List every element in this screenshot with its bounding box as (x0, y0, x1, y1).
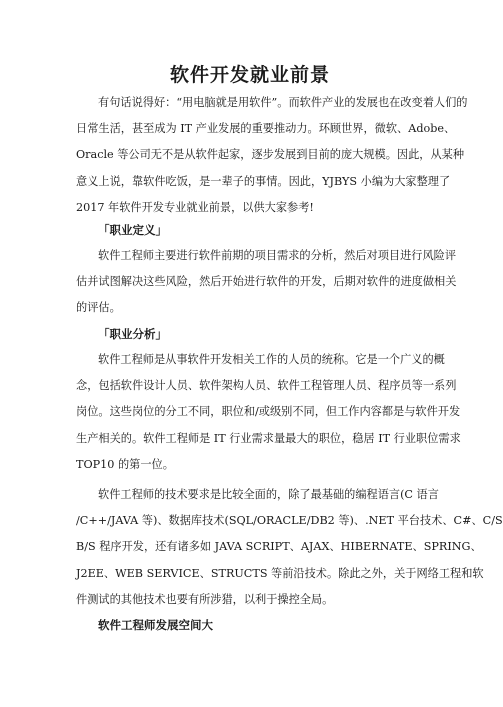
tech-line-2: /C++/JAVA 等)、数据库技术(SQL/ORACLE/DB2 等)、.NET 平台技术、C#、C/S (76, 514, 503, 528)
tech-paragraph (76, 482, 503, 613)
intro-line-4: 意义上说，靠软件吃饭，是一辈子的事情。因此，YJBYS 小编为大家整理了 (76, 174, 451, 188)
section-heading-development: 软件工程师发展空间大 (98, 618, 213, 632)
intro-line-5: 2017 年软件开发专业就业前景，以供大家参考! (76, 200, 314, 214)
analysis-line-4: 生产相关的。软件工程师是 IT 行业需求量最大的职位，稳居 IT 行业职位需求 (76, 431, 461, 445)
analysis-line-5: TOP10 的第一位。 (76, 457, 174, 471)
analysis-line-3: 岗位。这些岗位的分工不同，职位和/或级别不同，但工作内容都是与软件开发 (76, 405, 461, 419)
definition-line-2: 估并试图解决这些风险，然后开始进行软件的开发，后期对软件的进度做相关 (76, 275, 457, 289)
section-heading-definition: 「职业定义」 (98, 223, 167, 237)
tech-line-5: 件测试的其他技术也要有所涉猎，以利于操控全局。 (76, 592, 334, 606)
section-heading-analysis: 「职业分析」 (98, 327, 167, 341)
definition-line-3: 的评估。 (76, 301, 121, 315)
document-title: 软件开发就业前景 (169, 64, 330, 86)
definition-line-1: 软件工程师主要进行软件前期的项目需求的分析，然后对项目进行风险评 (98, 249, 457, 262)
analysis-line-2: 念，包括软件设计人员、软件架构人员、软件工程管理人员、程序员等一系列 (76, 379, 457, 393)
intro-line-2: 日常生活，甚至成为 IT 产业发展的重要推动力。环顾世界，微软、Adobe、 (76, 122, 456, 136)
definition-paragraph (76, 243, 457, 322)
tech-line-3: B/S 程序开发，还有诸多如 JAVA SCRIPT、AJAX、HIBERNATE、SPRING、 (76, 540, 482, 554)
intro-line-1: 有句话说得好：“用电脑就是用软件”。而软件产业的发展也在改变着人们的 (98, 96, 468, 109)
analysis-paragraph (76, 347, 461, 478)
intro-paragraph (76, 90, 468, 221)
tech-line-4: J2EE、WEB SERVICE、STRUCTS 等前沿技术。除此之外，关于网络工程和软 (76, 566, 484, 580)
intro-line-3: Oracle 等公司无不是从软件起家，逐步发展到目前的庞大规模。因此，从某种 (76, 148, 465, 162)
tech-line-1: 软件工程师的技术要求是比较全面的，除了最基础的编程语言(C 语言 (98, 488, 439, 501)
analysis-line-1: 软件工程师是从事软件开发相关工作的人员的统称。它是一个广义的概 (98, 353, 445, 366)
